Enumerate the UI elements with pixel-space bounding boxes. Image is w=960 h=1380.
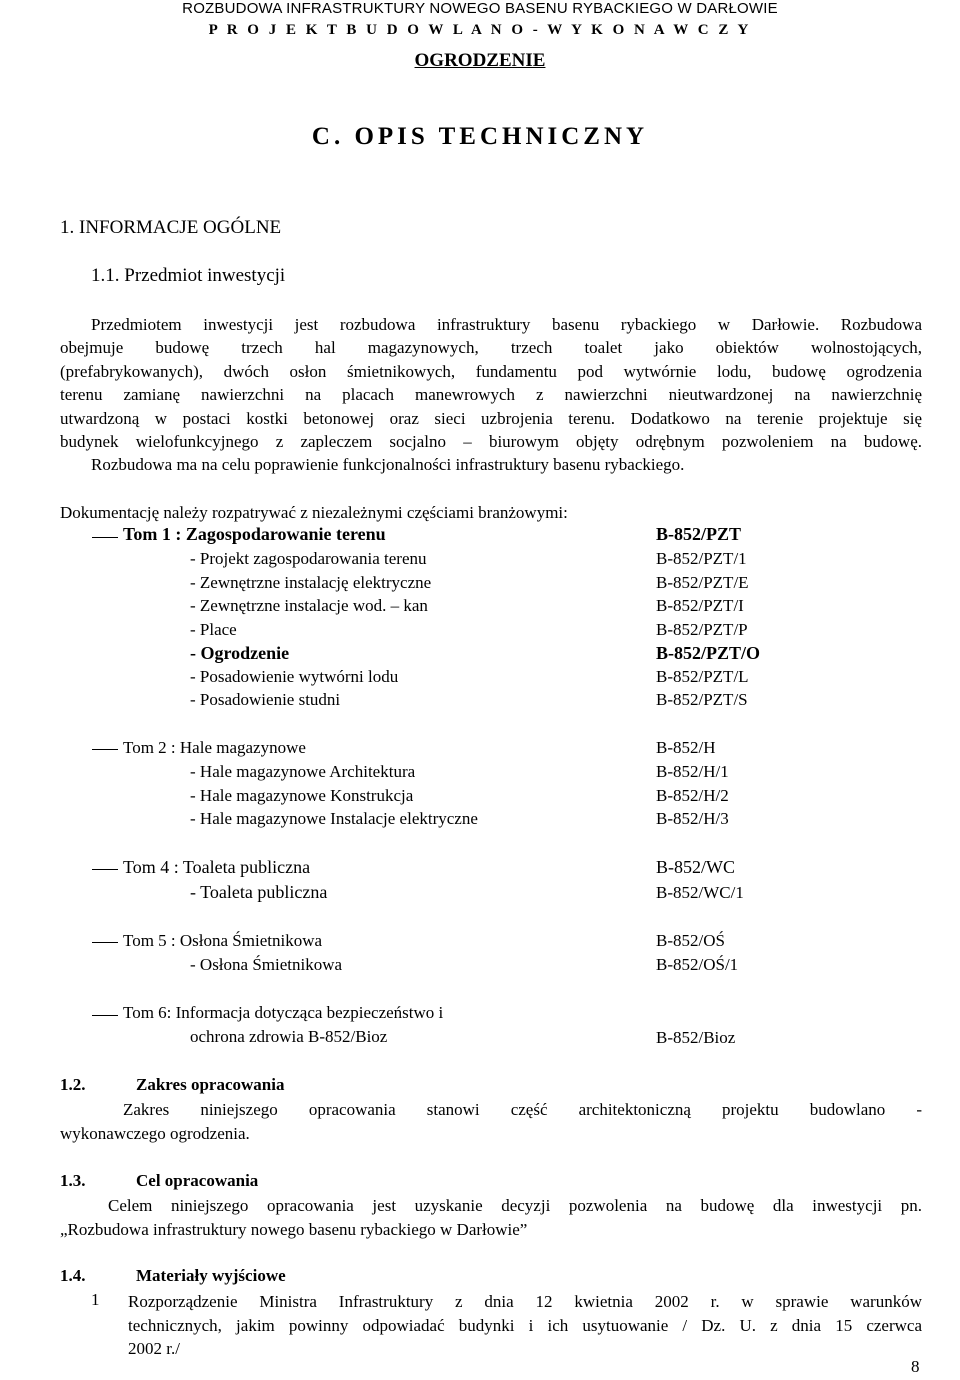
paragraph-text: utwardzoną w postaci kostki betonowej oraz sieci uzbrojenia terenu. Dodatkowo na terenie projektuje się [60, 408, 922, 428]
list-dash [92, 1015, 118, 1016]
volume-item: - Hale magazynowe Instalacje elektryczne [190, 809, 478, 828]
volume-item-code: B-852/PZT/L [656, 667, 749, 686]
list-number: 1 [91, 1290, 100, 1309]
section-1-2-line: Zakres niniejszego opracowania stanowi część architektoniczną projektu budowlano - [123, 1100, 922, 1119]
volume-code: B-852/PZT [656, 524, 742, 544]
paragraph-text: Przedmiotem inwestycji jest rozbudowa infrastruktury basenu rybackiego w Darłowie. Rozbudowa [91, 315, 922, 334]
header-project-title: ROZBUDOWA INFRASTRUKTURY NOWEGO BASENU RYBACKIEGO W DARŁOWIE [182, 0, 778, 17]
volume-item: - Projekt zagospodarowania terenu [190, 549, 427, 568]
volume-code: B-852/H [656, 738, 716, 757]
paragraph-line: Rozbudowa ma na celu poprawienie funkcjonalności infrastruktury basenu rybackiego. [91, 455, 685, 474]
header-project-type: P R O J E K T B U D O W L A N O - W Y K O N A W C Z Y [208, 22, 752, 38]
volume-item: - Place [190, 620, 237, 639]
volume-code: B-852/Bioz [656, 1028, 736, 1047]
volume-item: - Zewnętrzne instalację elektryczne [190, 573, 432, 592]
list-dash [92, 749, 118, 750]
section-1-2-line: wykonawczego ogrodzenia. [60, 1124, 250, 1143]
section-1-3-line: Celem niniejszego opracowania jest uzyskanie decyzji pozwolenia na budowę dla inwestycji pn. [108, 1196, 922, 1215]
section-1-4-line: technicznych, jakim powinny odpowiadać budynki i ich usytuowanie / Dz. U. z dnia 15 czerwca [128, 1315, 922, 1335]
volume-title: Tom 5 : Osłona Śmietnikowa [123, 931, 323, 950]
section-1-3-number: 1.3. [60, 1171, 86, 1190]
section-1-4-heading: Materiały wyjściowe [136, 1266, 286, 1285]
paragraph-text: budynek wielofunkcyjnego z zapleczem socjalno – biurowym objęty odrębnym pozwoleniem na budowę. [60, 432, 922, 451]
volume-item-code: B-852/PZT/S [656, 690, 748, 709]
section-1-4-number: 1.4. [60, 1266, 86, 1285]
volume-item: - Posadowienie wytwórni lodu [190, 667, 399, 686]
section-1-4-line: 2002 r./ [128, 1339, 180, 1358]
paragraph-block [60, 336, 922, 454]
document-title: C. OPIS TECHNICZNY [311, 123, 649, 150]
volume-title: Tom 2 : Hale magazynowe [123, 738, 306, 757]
volume-item: - Posadowienie studni [190, 690, 341, 709]
volume-item-code: B-852/H/1 [656, 762, 729, 781]
documentation-intro: Dokumentację należy rozpatrywać z niezależnymi częściami branżowymi: [60, 503, 568, 522]
section-1-3-text [108, 1194, 922, 1218]
volume-item-code-current: B-852/PZT/O [656, 643, 761, 663]
paragraph-text: obejmuje budowę trzech hal magazynowych, trzech toalet jako obiektów wolnostojących, [60, 338, 922, 357]
volume-code: B-852/OŚ [656, 931, 725, 950]
volume-item: - Hale magazynowe Konstrukcja [190, 786, 414, 805]
section-1-heading: 1. INFORMACJE OGÓLNE [60, 217, 282, 238]
volume-code: B-852/WC [656, 857, 735, 877]
section-1-2-text [123, 1098, 922, 1122]
volume-title: Tom 4 : Toaleta publiczna [123, 857, 311, 877]
section-1-2-number: 1.2. [60, 1075, 86, 1094]
section-1-3-line: „Rozbudowa infrastruktury nowego basenu rybackiego w Darłowie” [60, 1220, 528, 1239]
list-dash [92, 942, 118, 943]
paragraph-text: (prefabrykowanych), dwóch osłon śmietnikowych, fundamentu pod wytwórnie lodu, budowę ogrodzenia [60, 361, 922, 381]
volume-item: - Toaleta publiczna [190, 882, 328, 902]
section-1-4-text [128, 1290, 922, 1337]
volume-title: Tom 1 : Zagospodarowanie terenu [123, 524, 386, 544]
section-1-1-heading: 1.1. Przedmiot inwestycji [91, 265, 286, 286]
paragraph-line [91, 313, 922, 337]
volume-item-code: B-852/H/3 [656, 809, 729, 828]
volume-item-code: B-852/OŚ/1 [656, 955, 739, 974]
volume-item: - Hale magazynowe Architektura [190, 762, 416, 781]
volume-item-code: B-852/H/2 [656, 786, 729, 805]
section-1-4-line: Rozporządzenie Ministra Infrastruktury z dnia 12 kwietnia 2002 r. w sprawie warunków [128, 1292, 922, 1311]
volume-item-code: B-852/PZT/I [656, 596, 744, 615]
volume-item-code: B-852/WC/1 [656, 883, 744, 902]
list-dash [92, 869, 118, 870]
volume-item-current: - Ogrodzenie [190, 643, 290, 663]
volume-title: Tom 6: Informacja dotycząca bezpieczeństwo i [123, 1003, 444, 1022]
volume-title-cont: ochrona zdrowia B-852/Bioz [190, 1027, 388, 1046]
list-dash [92, 537, 118, 538]
volume-item-code: B-852/PZT/E [656, 573, 749, 592]
paragraph-text: terenu zamianę nawierzchni na placach manewrowych z nawierzchni nieutwardzonej na nawierzchnię [60, 385, 922, 404]
page-number: 8 [911, 1357, 920, 1376]
section-1-3-heading: Cel opracowania [136, 1171, 259, 1190]
volume-item: - Osłona Śmietnikowa [190, 955, 343, 974]
header-section-title: OGRODZENIE [414, 50, 546, 71]
volume-item-code: B-852/PZT/1 [656, 549, 747, 568]
volume-item: - Zewnętrzne instalacje wod. – kan [190, 596, 428, 615]
volume-item-code: B-852/PZT/P [656, 620, 748, 639]
section-1-2-heading: Zakres opracowania [136, 1075, 285, 1094]
